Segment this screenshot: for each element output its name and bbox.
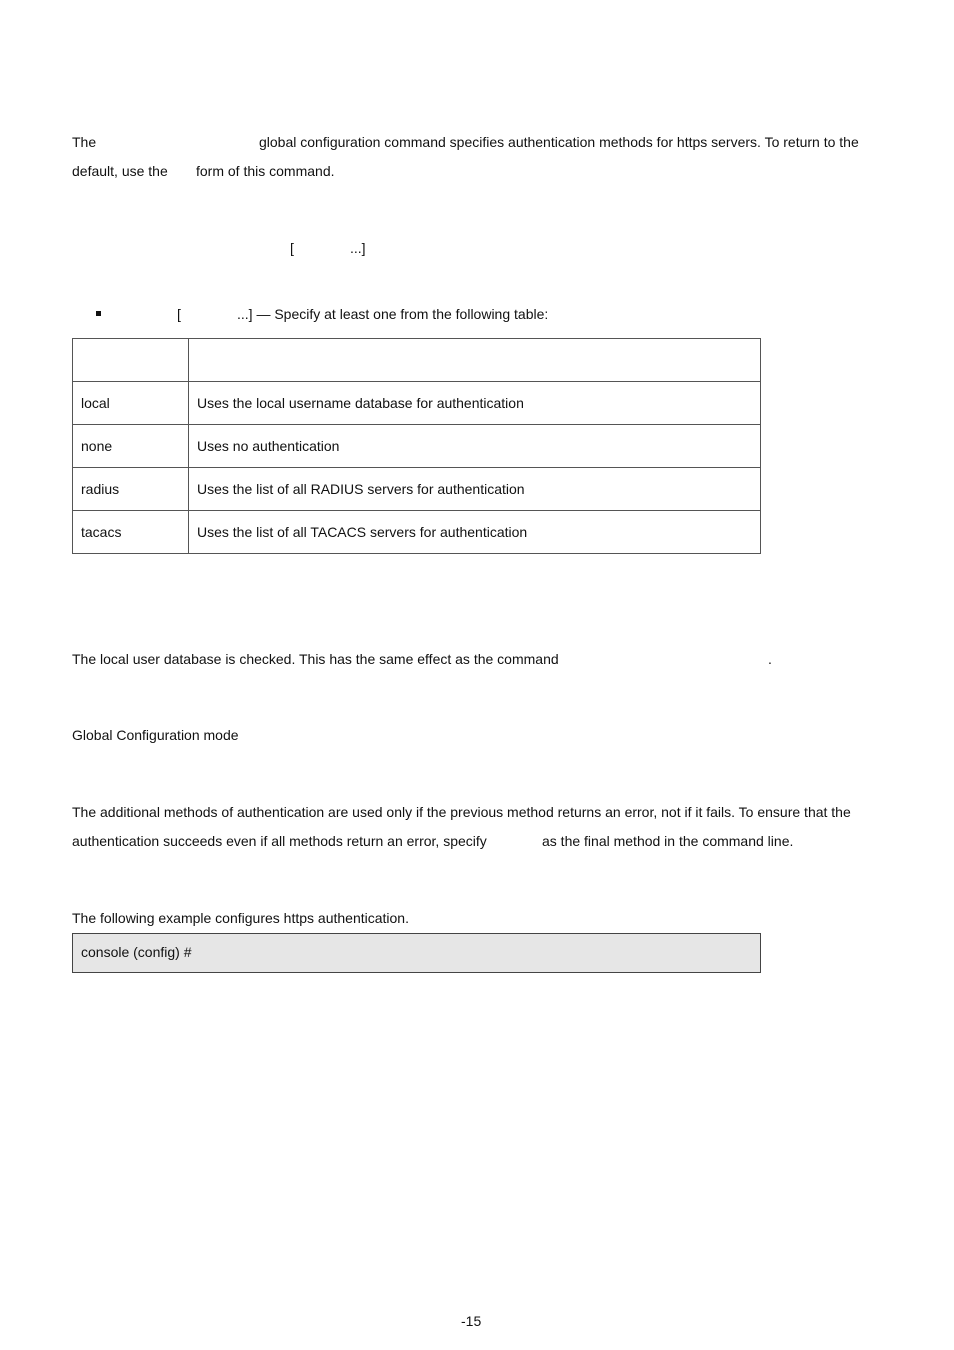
- default-description: The local user database is checked. This has the same effect as the command: [72, 651, 559, 667]
- intro-line1-end: global configuration command specifies authentication methods for https servers. To return to the: [259, 134, 859, 150]
- method-keyword: radius: [73, 468, 189, 511]
- command-mode-text: Global Configuration mode: [72, 727, 239, 743]
- intro-line2-end: form of this command.: [196, 163, 335, 179]
- bullet-icon: [96, 311, 101, 316]
- intro-line1-start: The: [72, 134, 97, 150]
- table-row: [73, 511, 761, 554]
- method-description: Uses the list of all RADIUS servers for authentication: [189, 468, 761, 511]
- table-header-keyword: [73, 339, 189, 382]
- default-period: .: [768, 651, 772, 667]
- method-description: Uses the list of all TACACS servers for authentication: [189, 511, 761, 554]
- method-description: Uses no authentication: [189, 425, 761, 468]
- method-description: Uses the local username database for authentication: [189, 382, 761, 425]
- page-number: -15: [461, 1313, 482, 1329]
- table-header-description: [189, 339, 761, 382]
- method-keyword: tacacs: [73, 511, 189, 554]
- intro-line2-start: default, use the: [72, 163, 168, 179]
- syntax-bracket-open: [: [290, 240, 294, 256]
- syntax-bracket-close: ...]: [350, 240, 366, 256]
- usage-line2-end: as the final method in the command line.: [542, 833, 794, 849]
- example-code-text: console (config) #: [81, 944, 192, 960]
- table-row: [73, 425, 761, 468]
- example-intro: The following example configures https authentication.: [72, 910, 409, 926]
- method-keyword: none: [73, 425, 189, 468]
- table-row: [73, 468, 761, 511]
- usage-line1: The additional methods of authentication are used only if the previous method returns an error, not if it fails. To ensure that the: [72, 804, 851, 820]
- table-header-row: [73, 339, 761, 382]
- usage-line2-start: authentication succeeds even if all methods return an error, specify: [72, 833, 487, 849]
- param-bracket-open: [: [177, 306, 181, 322]
- param-description: ...] — Specify at least one from the following table:: [237, 306, 549, 322]
- table-row: [73, 382, 761, 425]
- example-code-box: [72, 933, 761, 973]
- method-keyword: local: [73, 382, 189, 425]
- methods-table: [72, 338, 761, 554]
